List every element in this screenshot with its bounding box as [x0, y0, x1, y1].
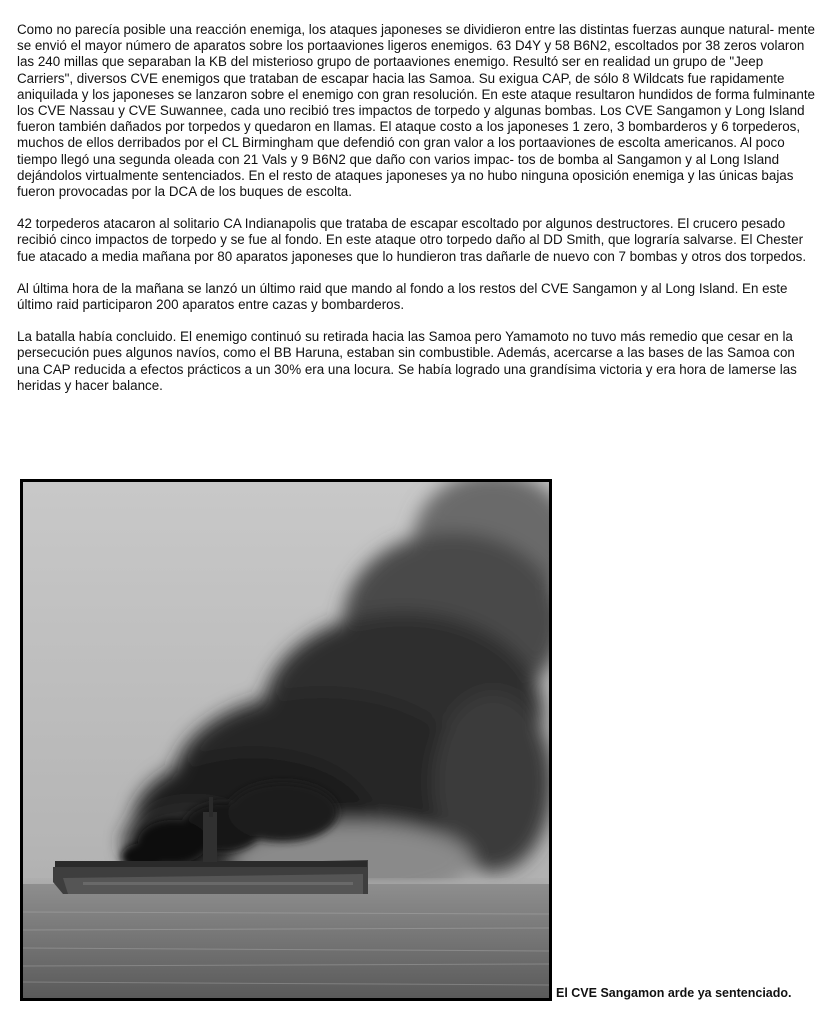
- article-body: [17, 22, 817, 410]
- burning-carrier-photo: [20, 479, 552, 1001]
- paragraph-1: Como no parecía posible una reacción enemiga, los ataques japoneses se dividieron entre las distintas fuerzas aunque natural- mente se envió el mayor número de aparatos sobre los portaaviones ligeros enemigos. 63 D4Y y 58 B6N2, escoltados por 38 zeros volaron las 240 millas que separaban la KB del misterioso grupo de portaaviones enemigo. Resultó ser en realidad un grupo de "Jeep Carriers", diversos CVE enemigos que trataban de escapar hacia las Samoa. Su exigua CAP, de sólo 8 Wildcats fue rapidamente aniquilada y los japoneses se lanzaron sobre el enemigo con gran resolución. En este ataque resultaron hundidos de forma fulminante los CVE Nassau y CVE Suwannee, cada uno recibió tres impactos de torpedo y algunas bombas. Los CVE Sangamon y Long Island fueron también dañados por torpedos y quedaron en llamas. El ataque costo a los japoneses 1 zero, 3 bombarderos y 6 torpederos, muchos de ellos derribados por el CL Birmingham que defendió con gran valor a los portaaviones de escolta americanos. Al poco tiempo llegó una segunda oleada con 21 Vals y 9 B6N2 que daño con varios impac- tos de bomba al Sangamon y al Long Island dejándolos virtualmente sentenciados. En el resto de ataques japoneses ya no hubo ninguna oposición enemiga y las únicas bajas fueron provocadas por la DCA de los buques de escolta.: [17, 22, 815, 200]
- paragraph-3: Al última hora de la mañana se lanzó un último raid que mando al fondo a los restos del CVE Sangamon y al Long Island. En este último raid participaron 200 aparatos entre cazas y bombarderos.: [17, 280, 788, 313]
- paragraph-2: 42 torpederos atacaron al solitario CA Indianapolis que trataba de escapar escoltado por algunos destructores. El crucero pesado recibió cinco impactos de torpedo y se fue al fondo. En este ataque otro torpedo daño al DD Smith, que lograría salvarse. El Chester fue atacado a media mañana por 80 aparatos japoneses que lo hundieron tras dañarle de nuevo con 7 bombas y otros dos torpedos.: [17, 216, 807, 264]
- photo-caption: El CVE Sangamon arde ya sentenciado.: [556, 986, 792, 1000]
- sea: [23, 884, 549, 998]
- paragraph-4: La batalla había concluido. El enemigo continuó su retirada hacia las Samoa pero Yamamoto no tuvo más remedio que cesar en la persecución pues algunos navíos, como el BB Haruna, estaban sin combustible. Además, acercarse a las bases de las Samoa con una CAP reducida a efectos prácticos a un 30% era una locura. Se había logrado una grandísima victoria y era hora de lamerse las heridas y hacer balance.: [17, 329, 797, 393]
